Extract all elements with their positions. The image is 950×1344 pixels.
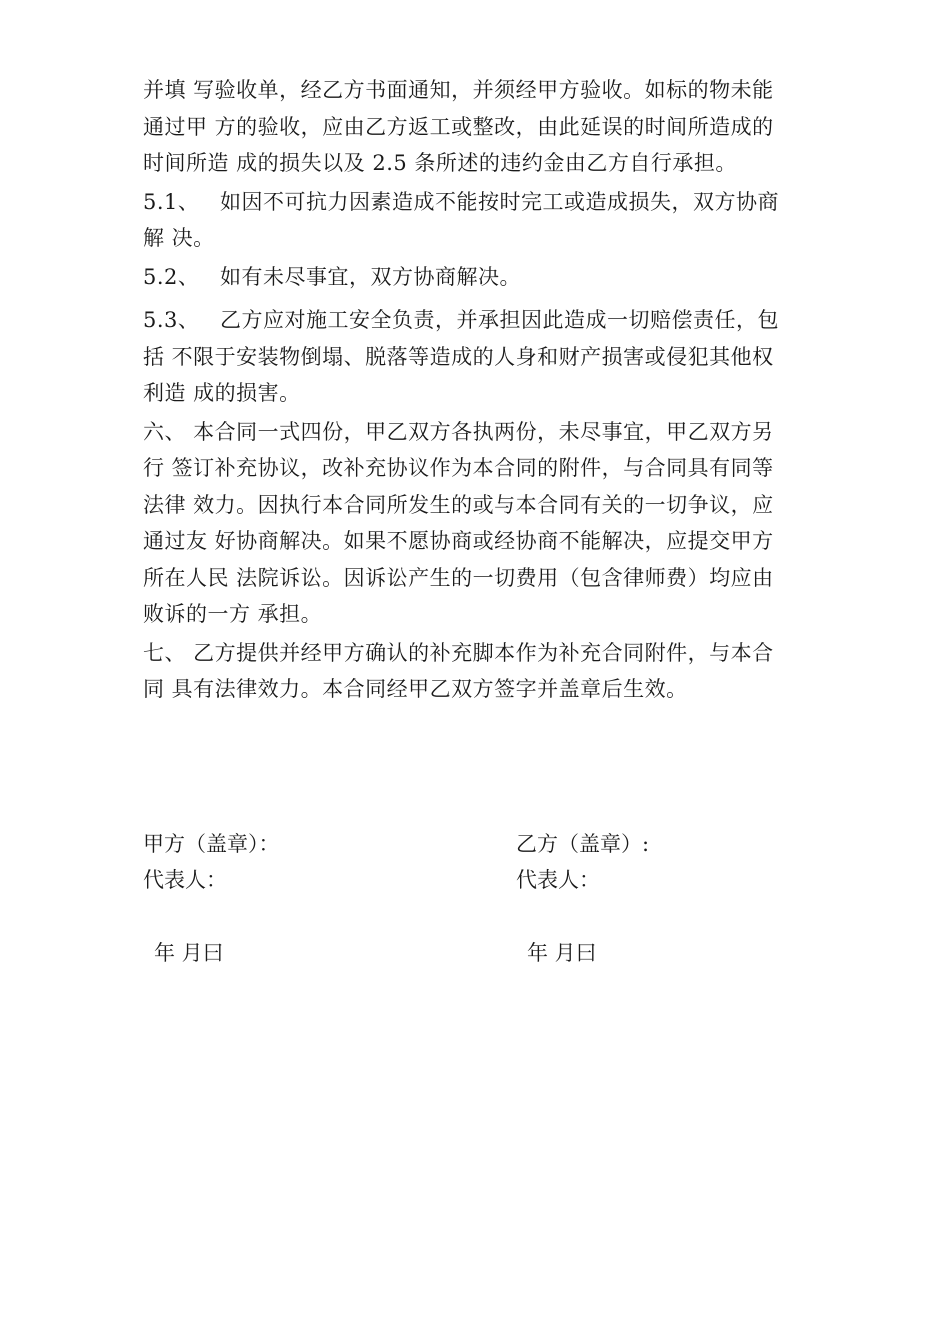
party-a-signature (143, 826, 463, 971)
clause-7 (143, 635, 823, 708)
text-line: 六、 本合同一式四份，甲乙双方各执两份，未尽事宜，甲乙双方另 (143, 419, 774, 444)
text-line: 通过友 好协商解决。如果不愿协商或经协商不能解决，应提交甲方 (143, 529, 774, 553)
party-a-date-label: 年 月曰 (154, 941, 224, 965)
clause-5-1 (143, 184, 823, 257)
text-line: 同 具有法律效力。本合同经甲乙双方签字并盖章后生效。 (143, 677, 688, 701)
text-line (143, 184, 823, 221)
party-b-date-label: 年 月曰 (527, 941, 597, 965)
paragraph-acceptance (143, 72, 823, 182)
text-line: 通过甲 方的验收，应由乙方返工或整改，由此延误的时间所造成的 (143, 114, 774, 139)
text-line: 利造 成的损害。 (143, 381, 301, 405)
clause-text: 如有未尽事宜，双方协商解决。 (220, 264, 521, 289)
party-a-representative-label: 代表人： (143, 868, 227, 892)
party-a-seal-label: 甲方（盖章）： (143, 832, 280, 856)
clause-number: 5.3、 (143, 308, 200, 332)
clause-6 (143, 414, 823, 633)
text-line: 行 签订补充协议，改补充协议作为本合同的附件，与合同具有同等 (143, 456, 774, 480)
clause-text: 如因不可抗力因素造成不能按时完工或造成损失，双方协商 (220, 189, 779, 214)
text-line: 时间所造 成的损失以及 2.5 条所述的违约金由乙方自行承担。 (143, 151, 737, 175)
clause-5-2 (143, 259, 823, 296)
text-line: 并填 写验收单，经乙方书面通知，并须经甲方验收。如标的物未能 (143, 78, 774, 102)
text-line: 七、 乙方提供并经甲方确认的补充脚本作为补充合同附件，与本合 (143, 640, 774, 665)
clause-number: 5.1、 (143, 189, 200, 214)
text-line: 所在人民 法院诉讼。因诉讼产生的一切费用（包含律师费）均应由 (143, 565, 774, 590)
text-line: 法律 效力。因执行本合同所发生的或与本合同有关的一切争议，应 (143, 492, 774, 517)
clause-text: 乙方应对施工安全负责，并承担因此造成一切赔偿责任，包 (220, 308, 779, 332)
text-line (143, 302, 823, 339)
text-line (143, 259, 823, 296)
party-b-signature (516, 826, 836, 971)
party-b-representative-label: 代表人： (516, 868, 600, 892)
contract-body (143, 72, 823, 708)
clause-5-3 (143, 302, 823, 412)
text-line: 败诉的一方 承担。 (143, 602, 323, 626)
clause-number: 5.2、 (143, 264, 200, 289)
party-b-seal-label: 乙方（盖章）: (516, 832, 650, 856)
text-line: 括 不限于安装物倒塌、脱落等造成的人身和财产损害或侵犯其他权 (143, 344, 774, 369)
text-line: 解 决。 (143, 226, 215, 250)
